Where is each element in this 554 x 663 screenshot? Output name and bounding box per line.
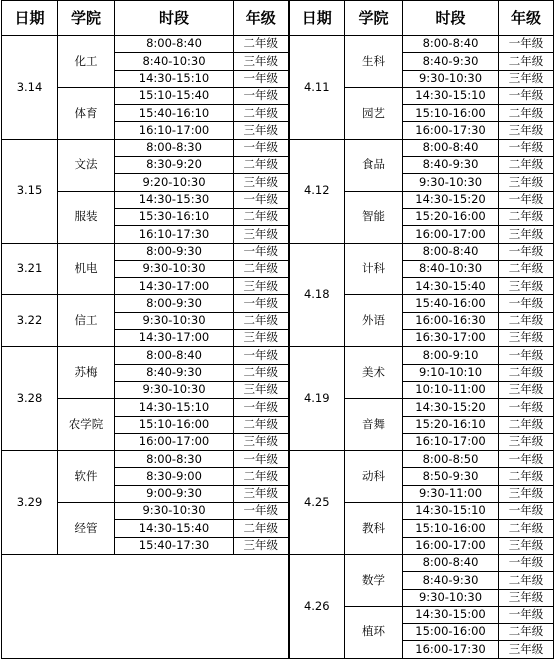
schedule-table bbox=[1, 0, 554, 659]
grade-cell: 一年级 bbox=[234, 243, 289, 260]
time-cell: 16:10-17:30 bbox=[115, 226, 234, 243]
time-cell: 15:30-16:10 bbox=[115, 208, 234, 225]
grade-cell: 一年级 bbox=[499, 606, 554, 623]
date-cell: 4.11 bbox=[289, 36, 345, 140]
time-cell: 15:20-16:00 bbox=[403, 208, 499, 225]
grade-cell: 三年级 bbox=[499, 433, 554, 450]
time-cell: 14:30-15:20 bbox=[403, 399, 499, 416]
grade-cell: 二年级 bbox=[499, 572, 554, 589]
header-grade-left: 年级 bbox=[234, 1, 289, 36]
time-cell: 9:30-10:30 bbox=[403, 70, 499, 87]
time-cell: 9:10-10:10 bbox=[403, 364, 499, 381]
time-cell: 8:00-9:30 bbox=[115, 295, 234, 312]
grade-cell: 一年级 bbox=[499, 191, 554, 208]
time-cell: 16:00-17:30 bbox=[403, 641, 499, 658]
grade-cell: 三年级 bbox=[234, 537, 289, 554]
date-cell: 3.21 bbox=[2, 243, 58, 295]
time-cell: 14:30-15:10 bbox=[403, 503, 499, 520]
college-cell: 信工 bbox=[58, 295, 115, 347]
grade-cell: 二年级 bbox=[234, 364, 289, 381]
time-cell: 15:00-16:00 bbox=[403, 624, 499, 641]
grade-cell: 二年级 bbox=[499, 468, 554, 485]
time-cell: 9:30-10:30 bbox=[403, 589, 499, 606]
college-cell: 美术 bbox=[345, 347, 403, 399]
grade-cell: 二年级 bbox=[234, 468, 289, 485]
grade-cell: 一年级 bbox=[499, 243, 554, 260]
grade-cell: 一年级 bbox=[234, 347, 289, 364]
college-cell: 农学院 bbox=[58, 399, 115, 451]
college-cell: 音舞 bbox=[345, 399, 403, 451]
grade-cell: 二年级 bbox=[499, 208, 554, 225]
time-cell: 9:00-9:30 bbox=[115, 485, 234, 502]
grade-cell: 三年级 bbox=[234, 122, 289, 139]
time-cell: 14:30-15:30 bbox=[115, 191, 234, 208]
header-grade-right: 年级 bbox=[499, 1, 554, 36]
time-cell: 15:20-16:10 bbox=[403, 416, 499, 433]
college-cell: 软件 bbox=[58, 451, 115, 503]
time-cell: 16:00-16:30 bbox=[403, 312, 499, 329]
grade-cell: 三年级 bbox=[234, 330, 289, 347]
header-time-right: 时段 bbox=[403, 1, 499, 36]
time-cell: 16:00-17:00 bbox=[403, 537, 499, 554]
grade-cell: 三年级 bbox=[234, 381, 289, 398]
time-cell: 8:00-8:30 bbox=[115, 451, 234, 468]
time-cell: 8:00-8:40 bbox=[403, 139, 499, 156]
time-cell: 15:40-16:00 bbox=[403, 295, 499, 312]
table-row bbox=[2, 191, 554, 208]
grade-cell: 一年级 bbox=[234, 399, 289, 416]
college-cell: 计科 bbox=[345, 243, 403, 295]
time-cell: 14:30-15:40 bbox=[115, 520, 234, 537]
college-cell: 文法 bbox=[58, 139, 115, 191]
time-cell: 8:00-9:30 bbox=[115, 243, 234, 260]
time-cell: 15:40-17:30 bbox=[115, 537, 234, 554]
grade-cell: 二年级 bbox=[234, 208, 289, 225]
grade-cell: 二年级 bbox=[499, 157, 554, 174]
grade-cell: 一年级 bbox=[234, 503, 289, 520]
time-cell: 16:00-17:00 bbox=[403, 226, 499, 243]
grade-cell: 一年级 bbox=[234, 70, 289, 87]
college-cell: 教科 bbox=[345, 503, 403, 555]
grade-cell: 一年级 bbox=[234, 139, 289, 156]
header-date-left: 日期 bbox=[2, 1, 58, 36]
date-cell: 3.14 bbox=[2, 36, 58, 140]
time-cell: 8:40-10:30 bbox=[403, 260, 499, 277]
time-cell: 15:10-16:00 bbox=[403, 520, 499, 537]
grade-cell: 二年级 bbox=[234, 416, 289, 433]
time-cell: 14:30-17:00 bbox=[115, 330, 234, 347]
time-cell: 14:30-15:10 bbox=[115, 70, 234, 87]
time-cell: 8:30-9:00 bbox=[115, 468, 234, 485]
time-cell: 8:40-9:30 bbox=[403, 53, 499, 70]
college-cell: 智能 bbox=[345, 191, 403, 243]
grade-cell: 二年级 bbox=[499, 416, 554, 433]
time-cell: 9:30-10:30 bbox=[115, 312, 234, 329]
grade-cell: 三年级 bbox=[499, 641, 554, 658]
table-row bbox=[2, 554, 554, 571]
grade-cell: 一年级 bbox=[499, 503, 554, 520]
time-cell: 15:10-16:00 bbox=[403, 105, 499, 122]
grade-cell: 三年级 bbox=[499, 381, 554, 398]
time-cell: 16:00-17:00 bbox=[115, 433, 234, 450]
grade-cell: 二年级 bbox=[499, 364, 554, 381]
grade-cell: 一年级 bbox=[499, 87, 554, 104]
header-college-left: 学院 bbox=[58, 1, 115, 36]
grade-cell: 三年级 bbox=[234, 278, 289, 295]
time-cell: 8:30-9:20 bbox=[115, 157, 234, 174]
college-cell: 生科 bbox=[345, 36, 403, 88]
grade-cell: 三年级 bbox=[499, 589, 554, 606]
college-cell: 苏梅 bbox=[58, 347, 115, 399]
grade-cell: 二年级 bbox=[499, 312, 554, 329]
college-cell: 经管 bbox=[58, 503, 115, 555]
time-cell: 14:30-17:00 bbox=[115, 278, 234, 295]
schedule-body bbox=[2, 36, 554, 659]
grade-cell: 二年级 bbox=[234, 157, 289, 174]
time-cell: 8:00-8:40 bbox=[403, 36, 499, 53]
grade-cell: 一年级 bbox=[234, 295, 289, 312]
time-cell: 14:30-15:20 bbox=[403, 191, 499, 208]
empty-block bbox=[2, 554, 289, 658]
time-cell: 8:00-9:10 bbox=[403, 347, 499, 364]
college-cell: 植环 bbox=[345, 606, 403, 658]
table-row bbox=[2, 295, 554, 312]
date-cell: 4.18 bbox=[289, 243, 345, 347]
time-cell: 8:00-8:40 bbox=[115, 347, 234, 364]
grade-cell: 三年级 bbox=[499, 226, 554, 243]
grade-cell: 一年级 bbox=[499, 36, 554, 53]
date-cell: 3.15 bbox=[2, 139, 58, 243]
table-row bbox=[2, 87, 554, 104]
time-cell: 14:30-15:40 bbox=[403, 278, 499, 295]
college-cell: 园艺 bbox=[345, 87, 403, 139]
grade-cell: 一年级 bbox=[499, 139, 554, 156]
date-cell: 3.29 bbox=[2, 451, 58, 555]
table-row bbox=[2, 347, 554, 364]
time-cell: 16:10-17:00 bbox=[115, 122, 234, 139]
grade-cell: 三年级 bbox=[499, 122, 554, 139]
grade-cell: 三年级 bbox=[234, 433, 289, 450]
time-cell: 9:30-10:30 bbox=[115, 260, 234, 277]
time-cell: 8:50-9:30 bbox=[403, 468, 499, 485]
time-cell: 16:30-17:00 bbox=[403, 330, 499, 347]
time-cell: 9:30-11:00 bbox=[403, 485, 499, 502]
grade-cell: 一年级 bbox=[234, 191, 289, 208]
time-cell: 15:40-16:10 bbox=[115, 105, 234, 122]
header-date-right: 日期 bbox=[289, 1, 345, 36]
table-row bbox=[2, 139, 554, 156]
time-cell: 8:00-8:40 bbox=[115, 36, 234, 53]
grade-cell: 三年级 bbox=[499, 485, 554, 502]
date-cell: 4.26 bbox=[289, 554, 345, 658]
grade-cell: 二年级 bbox=[234, 36, 289, 53]
grade-cell: 三年级 bbox=[499, 278, 554, 295]
time-cell: 14:30-15:00 bbox=[403, 606, 499, 623]
time-cell: 16:00-17:30 bbox=[403, 122, 499, 139]
grade-cell: 二年级 bbox=[234, 105, 289, 122]
grade-cell: 一年级 bbox=[499, 347, 554, 364]
date-cell: 4.12 bbox=[289, 139, 345, 243]
date-cell: 4.25 bbox=[289, 451, 345, 555]
table-row bbox=[2, 243, 554, 260]
time-cell: 9:20-10:30 bbox=[115, 174, 234, 191]
grade-cell: 一年级 bbox=[499, 554, 554, 571]
grade-cell: 二年级 bbox=[499, 624, 554, 641]
college-cell: 服装 bbox=[58, 191, 115, 243]
grade-cell: 一年级 bbox=[499, 399, 554, 416]
header-row bbox=[2, 1, 554, 36]
header-college-right: 学院 bbox=[345, 1, 403, 36]
time-cell: 15:10-15:40 bbox=[115, 87, 234, 104]
time-cell: 8:40-9:30 bbox=[403, 157, 499, 174]
time-cell: 15:10-16:00 bbox=[115, 416, 234, 433]
grade-cell: 三年级 bbox=[234, 226, 289, 243]
time-cell: 9:30-10:30 bbox=[115, 503, 234, 520]
college-cell: 体育 bbox=[58, 87, 115, 139]
time-cell: 8:40-9:30 bbox=[115, 364, 234, 381]
header-time-left: 时段 bbox=[115, 1, 234, 36]
time-cell: 8:00-8:40 bbox=[403, 243, 499, 260]
time-cell: 8:00-8:40 bbox=[403, 554, 499, 571]
college-cell: 数学 bbox=[345, 554, 403, 606]
date-cell: 4.19 bbox=[289, 347, 345, 451]
grade-cell: 二年级 bbox=[234, 520, 289, 537]
college-cell: 食品 bbox=[345, 139, 403, 191]
date-cell: 3.28 bbox=[2, 347, 58, 451]
time-cell: 8:40-9:30 bbox=[403, 572, 499, 589]
college-cell: 动科 bbox=[345, 451, 403, 503]
table-row bbox=[2, 451, 554, 468]
table-row bbox=[2, 503, 554, 520]
college-cell: 化工 bbox=[58, 36, 115, 88]
time-cell: 8:40-10:30 bbox=[115, 53, 234, 70]
time-cell: 10:10-11:00 bbox=[403, 381, 499, 398]
grade-cell: 一年级 bbox=[234, 87, 289, 104]
grade-cell: 三年级 bbox=[234, 485, 289, 502]
time-cell: 14:30-15:10 bbox=[403, 87, 499, 104]
grade-cell: 一年级 bbox=[234, 451, 289, 468]
grade-cell: 二年级 bbox=[234, 260, 289, 277]
grade-cell: 三年级 bbox=[499, 70, 554, 87]
grade-cell: 三年级 bbox=[499, 537, 554, 554]
grade-cell: 二年级 bbox=[499, 520, 554, 537]
table-row bbox=[2, 36, 554, 53]
grade-cell: 三年级 bbox=[499, 330, 554, 347]
grade-cell: 二年级 bbox=[234, 312, 289, 329]
table-row bbox=[2, 399, 554, 416]
time-cell: 8:00-8:30 bbox=[115, 139, 234, 156]
grade-cell: 一年级 bbox=[499, 451, 554, 468]
time-cell: 9:30-10:30 bbox=[403, 174, 499, 191]
time-cell: 16:10-17:00 bbox=[403, 433, 499, 450]
grade-cell: 二年级 bbox=[499, 105, 554, 122]
time-cell: 14:30-15:10 bbox=[115, 399, 234, 416]
date-cell: 3.22 bbox=[2, 295, 58, 347]
college-cell: 外语 bbox=[345, 295, 403, 347]
time-cell: 9:30-10:30 bbox=[115, 381, 234, 398]
time-cell: 8:00-8:50 bbox=[403, 451, 499, 468]
grade-cell: 一年级 bbox=[499, 295, 554, 312]
grade-cell: 二年级 bbox=[499, 53, 554, 70]
grade-cell: 二年级 bbox=[499, 260, 554, 277]
grade-cell: 三年级 bbox=[234, 53, 289, 70]
grade-cell: 三年级 bbox=[499, 174, 554, 191]
grade-cell: 三年级 bbox=[234, 174, 289, 191]
college-cell: 机电 bbox=[58, 243, 115, 295]
